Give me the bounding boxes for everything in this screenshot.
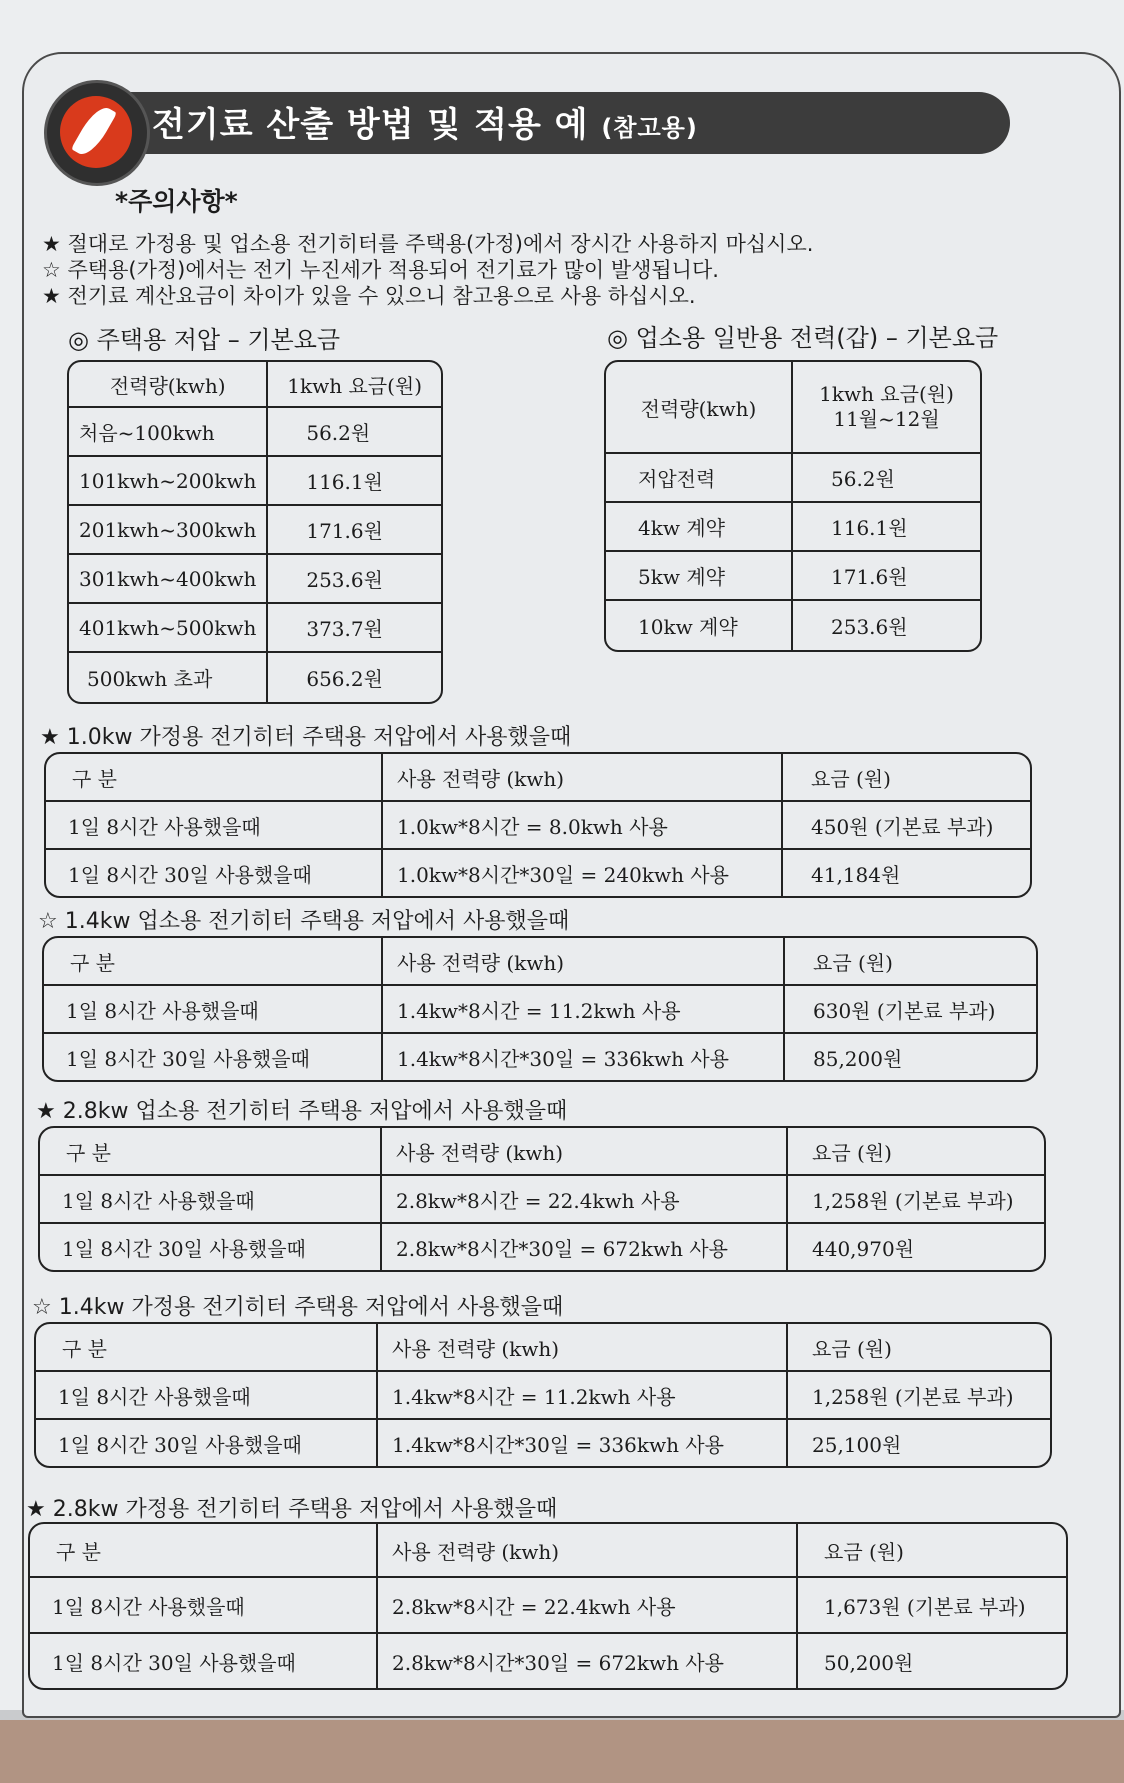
column-header: 사용 전력량 (kwh) (378, 1324, 788, 1372)
column-header: 1kwh 요금(원) (268, 362, 441, 408)
table-cell: 401kwh~500kwh (69, 604, 268, 653)
table-header-row (606, 362, 980, 454)
table-row (69, 555, 441, 604)
table-header-row (30, 1524, 1066, 1578)
column-header: 요금 (원) (788, 1128, 1044, 1176)
example-title: ★ 1.0kw 가정용 전기히터 주택용 저압에서 사용했을때 (40, 725, 572, 750)
commercial-rate-table (604, 360, 982, 652)
table-row (69, 653, 441, 702)
example-table (44, 752, 1032, 898)
table-cell: 2.8kw*8시간 = 22.4kwh 사용 (382, 1176, 788, 1224)
table-row (44, 1034, 1036, 1080)
column-header: 요금 (원) (783, 754, 1030, 802)
table-cell: 85,200원 (813, 1046, 903, 1071)
table-row (46, 850, 1030, 896)
column-header: 구 분 (44, 938, 383, 986)
residential-rate-table (67, 360, 443, 704)
table-cell: 처음~100kwh (69, 408, 268, 457)
table-cell: 10kw 계약 (606, 601, 793, 650)
table-row (46, 802, 1030, 850)
table-cell: 1.4kw*8시간 = 11.2kwh 사용 (378, 1372, 788, 1420)
table-row (30, 1578, 1066, 1634)
table-row (69, 604, 441, 653)
table-row (606, 503, 980, 552)
table-cell: 1,673원 (기본료 부과) (798, 1578, 1066, 1634)
table-row (606, 601, 980, 650)
table-cell: 301kwh~400kwh (69, 555, 268, 604)
table-row (606, 552, 980, 601)
example-title: ☆ 1.4kw 가정용 전기히터 주택용 저압에서 사용했을때 (32, 1295, 564, 1320)
table-cell: 1일 8시간 사용했을때 (44, 986, 383, 1034)
table-row (606, 454, 980, 503)
table-row (36, 1372, 1050, 1420)
table-cell: 116.1원 (268, 457, 441, 506)
table-cell: 1일 8시간 30일 사용했을때 (44, 1034, 383, 1080)
column-header: 요금 (원) (788, 1324, 1050, 1372)
table-cell: 50,200원 (824, 1650, 914, 1675)
table-row (69, 457, 441, 506)
table-cell: 1일 8시간 30일 사용했을때 (30, 1634, 378, 1688)
table-cell: 4kw 계약 (606, 503, 793, 552)
table-row (69, 506, 441, 555)
table-cell: 656.2원 (306, 667, 383, 691)
table-cell: 1.4kw*8시간*30일 = 336kwh 사용 (378, 1420, 788, 1466)
table-cell: 253.6원 (831, 615, 908, 639)
star-icon: ★ (36, 1099, 56, 1124)
table-cell: 2.8kw*8시간*30일 = 672kwh 사용 (382, 1224, 788, 1270)
title-sub: (참고용) (601, 114, 698, 142)
example-title: ☆ 1.4kw 업소용 전기히터 주택용 저압에서 사용했을때 (38, 909, 570, 934)
commercial-heading: ◎ 업소용 일반용 전력(갑) – 기본요금 (607, 324, 999, 352)
example-title: ★ 2.8kw 업소용 전기히터 주택용 저압에서 사용했을때 (36, 1099, 568, 1124)
table-cell: 1일 8시간 30일 사용했을때 (40, 1224, 382, 1270)
table-cell: 2.8kw*8시간 = 22.4kwh 사용 (378, 1578, 798, 1634)
table-row (69, 408, 441, 457)
table-header-row (44, 938, 1036, 986)
column-header: 전력량(kwh) (606, 362, 793, 454)
table-cell: 440,970원 (812, 1236, 915, 1261)
table-cell: 630원 (기본료 부과) (785, 986, 1036, 1034)
column-header: 사용 전력량 (kwh) (382, 1128, 788, 1176)
example-table (34, 1322, 1052, 1468)
table-cell: 1일 8시간 사용했을때 (40, 1176, 382, 1224)
table-row (40, 1224, 1044, 1270)
table-cell: 41,184원 (811, 862, 901, 887)
star-icon: ★ (42, 284, 61, 308)
table-cell: 171.6원 (268, 506, 441, 555)
table-cell: 1일 8시간 사용했을때 (36, 1372, 378, 1420)
table-cell: 201kwh~300kwh (69, 506, 268, 555)
table-cell: 1,258원 (기본료 부과) (788, 1176, 1044, 1224)
column-header: 요금 (원) (798, 1524, 1066, 1578)
table-cell: 116.1원 (793, 503, 980, 552)
column-header: 구 분 (36, 1324, 378, 1372)
table-row (44, 986, 1036, 1034)
table-cell: 1.4kw*8시간*30일 = 336kwh 사용 (383, 1034, 785, 1080)
column-header: 사용 전력량 (kwh) (383, 754, 783, 802)
table-cell: 1일 8시간 30일 사용했을때 (36, 1420, 378, 1466)
table-row (30, 1634, 1066, 1688)
table-cell: 500kwh 초과 (69, 653, 268, 702)
table-cell: 450원 (기본료 부과) (783, 802, 1030, 850)
table-cell: 1,258원 (기본료 부과) (788, 1372, 1050, 1420)
example-table (42, 936, 1038, 1082)
caution-line: ★ 절대로 가정용 및 업소용 전기히터를 주택용(가정)에서 장시간 사용하지 마십시오. (42, 232, 814, 256)
residential-heading: ◎ 주택용 저압 – 기본요금 (68, 326, 341, 354)
table-cell: 56.2원 (793, 454, 980, 503)
table-cell: 373.7원 (268, 604, 441, 653)
table-header-row (36, 1324, 1050, 1372)
table-header-row (69, 362, 441, 408)
table-cell: 25,100원 (812, 1432, 902, 1457)
column-header: 사용 전력량 (kwh) (383, 938, 785, 986)
table-row (36, 1420, 1050, 1466)
star-icon: ★ (42, 232, 61, 256)
column-header: 요금 (원) (785, 938, 1036, 986)
table-cell: 56.2원 (268, 408, 441, 457)
column-header: 구 분 (30, 1524, 378, 1578)
table-cell: 1.4kw*8시간 = 11.2kwh 사용 (383, 986, 785, 1034)
example-table (28, 1522, 1068, 1690)
column-header: 구 분 (40, 1128, 382, 1176)
table-cell: 1일 8시간 사용했을때 (46, 802, 383, 850)
table-cell: 101kwh~200kwh (69, 457, 268, 506)
table-header-row (40, 1128, 1044, 1176)
star-outline-icon: ☆ (38, 909, 58, 934)
column-header: 전력량(kwh) (69, 362, 268, 408)
table-cell: 1.0kw*8시간*30일 = 240kwh 사용 (383, 850, 783, 896)
column-header: 사용 전력량 (kwh) (378, 1524, 798, 1578)
table-cell: 저압전력 (606, 454, 793, 503)
caution-line: ★ 전기료 계산요금이 차이가 있을 수 있으니 참고용으로 사용 하십시오. (42, 284, 696, 308)
column-header: 구 분 (46, 754, 383, 802)
table-cell: 1.0kw*8시간 = 8.0kwh 사용 (383, 802, 783, 850)
example-title: ★ 2.8kw 가정용 전기히터 주택용 저압에서 사용했을때 (26, 1497, 558, 1522)
table-cell: 1일 8시간 30일 사용했을때 (46, 850, 383, 896)
table-cell: 5kw 계약 (606, 552, 793, 601)
star-icon: ★ (26, 1497, 46, 1522)
table-cell: 2.8kw*8시간*30일 = 672kwh 사용 (378, 1634, 798, 1688)
floor-background (0, 1720, 1124, 1783)
caution-heading: *주의사항* (115, 187, 238, 216)
table-cell: 253.6원 (268, 555, 441, 604)
title-main: 전기료 산출 방법 및 적용 예 (152, 105, 589, 145)
table-cell: 1일 8시간 사용했을때 (30, 1578, 378, 1634)
table-row (40, 1176, 1044, 1224)
page-title (152, 97, 698, 146)
star-outline-icon: ☆ (32, 1295, 52, 1320)
star-outline-icon: ☆ (42, 258, 61, 282)
table-cell: 171.6원 (793, 552, 980, 601)
star-icon: ★ (40, 725, 60, 750)
table-header-row (46, 754, 1030, 802)
example-table (38, 1126, 1046, 1272)
column-header: 1kwh 요금(원) 11월~12월 (793, 362, 980, 454)
caution-line: ☆ 주택용(가정)에서는 전기 누진세가 적용되어 전기료가 많이 발생됩니다. (42, 258, 719, 282)
